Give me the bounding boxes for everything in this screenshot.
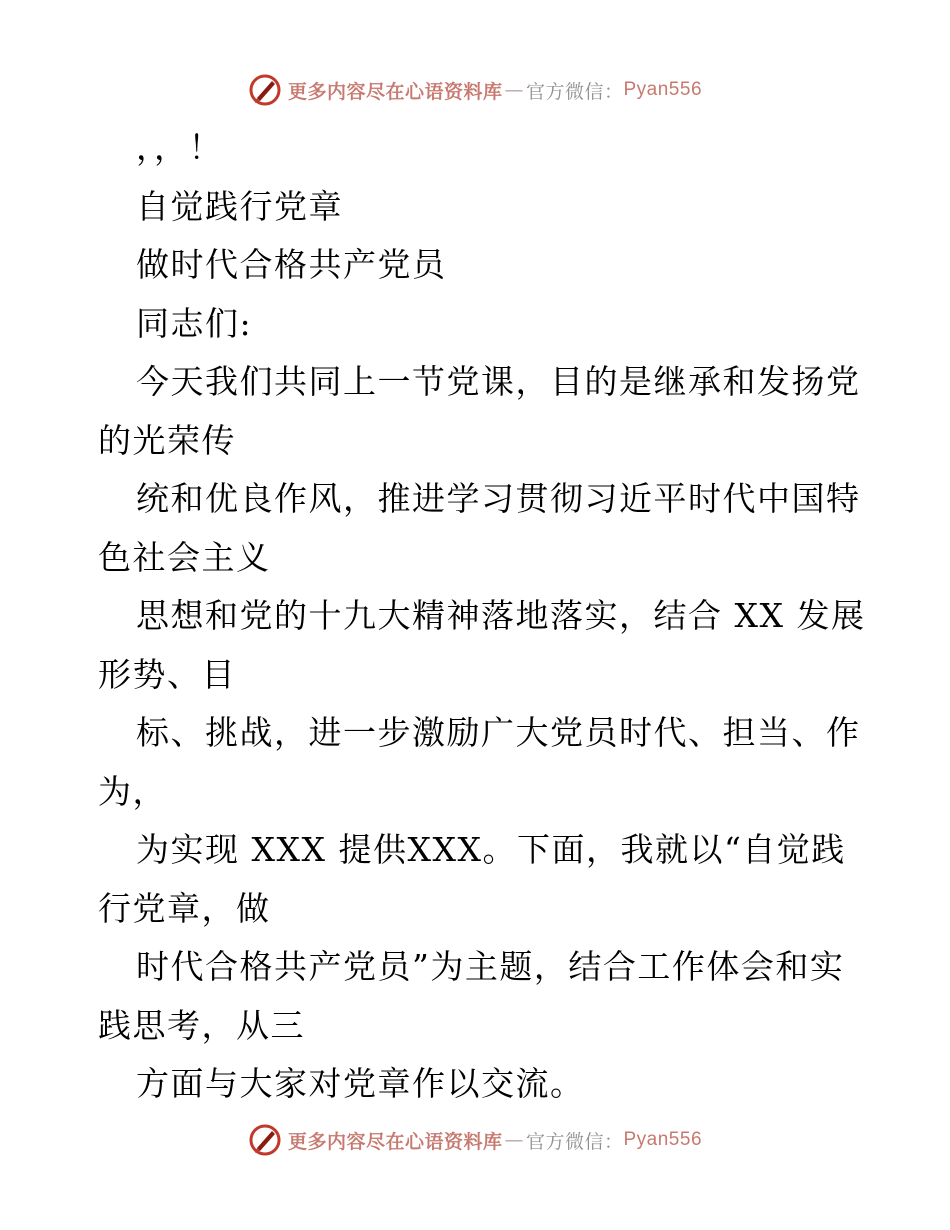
text-line: 的光荣传 bbox=[98, 420, 236, 460]
watermark-wechat-id: Pyan556 bbox=[623, 79, 703, 100]
text-line: 同志们: bbox=[136, 303, 253, 343]
text-line: 色社会主义 bbox=[98, 537, 271, 577]
watermark-main-text: 更多内容尽在心语资料库 bbox=[287, 80, 503, 103]
text-line: 自觉践行党章 bbox=[136, 186, 343, 226]
text-line: ，，！ bbox=[136, 128, 223, 167]
text-line: 时代合格共产党员”为主题，结合工作体会和实 bbox=[136, 947, 845, 986]
watermark-separator: — bbox=[504, 79, 524, 101]
text-line: 做时代合格共产党员 bbox=[136, 245, 447, 284]
watermark-wechat-label: 官方微信： bbox=[525, 1130, 624, 1153]
pen-logo-icon bbox=[248, 1123, 282, 1157]
text-line: 今天我们共同上一节党课，目的是继承和发扬党 bbox=[136, 362, 861, 401]
text-line: 为， bbox=[98, 771, 167, 811]
footer-watermark bbox=[0, 1120, 950, 1160]
pen-logo-icon bbox=[248, 73, 282, 107]
text-line: 方面与大家对党章作以交流。 bbox=[136, 1064, 585, 1103]
text-line: 标、挑战，进一步激励广大党员时代、担当、作 bbox=[136, 713, 861, 752]
text-line: 践思考，从三 bbox=[98, 1005, 305, 1045]
header-watermark bbox=[0, 70, 950, 110]
watermark-separator: — bbox=[504, 1129, 524, 1151]
text-line: 思想和党的十九大精神落地落实，结合 XX 发展 bbox=[136, 596, 866, 635]
text-line: 为实现 XXX 提供XXX。下面，我就以“自觉践 bbox=[136, 830, 846, 869]
watermark-wechat-id: Pyan556 bbox=[623, 1129, 703, 1150]
text-line: 行党章，做 bbox=[98, 888, 271, 928]
text-line: 统和优良作风，推进学习贯彻习近平时代中国特 bbox=[136, 479, 861, 518]
document-body bbox=[98, 119, 866, 1114]
watermark-wechat-label: 官方微信： bbox=[525, 80, 624, 103]
text-line: 形势、目 bbox=[98, 654, 236, 694]
watermark-main-text: 更多内容尽在心语资料库 bbox=[287, 1130, 503, 1153]
